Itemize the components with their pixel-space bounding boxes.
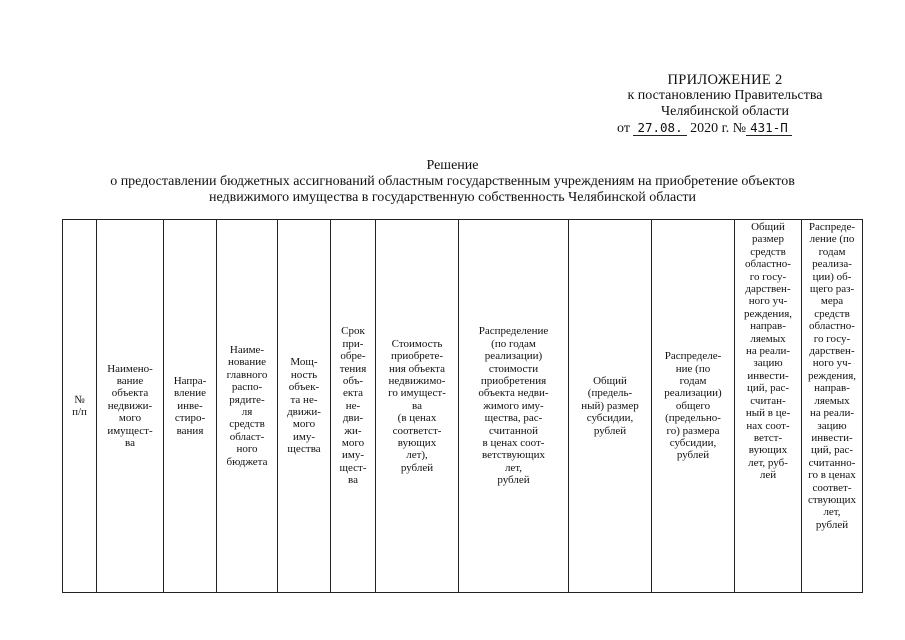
- title-line-3: недвижимого имущества в государственную собственность Челябинской области: [208, 190, 697, 205]
- handwritten-date: 27.08.: [633, 120, 686, 136]
- appendix-date-line: [600, 120, 850, 137]
- col-header-total-subsidy: Общий (предель- ный) размер субсидии, рублей: [569, 220, 652, 593]
- year-text: 2020 г. №: [690, 121, 747, 136]
- col-header-object-name: Наимено- вание объекта недвижи- мого имущест- ва: [97, 220, 164, 593]
- col-header-capacity: Мощ- ность объек- та не- движи- мого иму- щества: [278, 220, 331, 593]
- document-title: [0, 158, 905, 206]
- title-line-2: о предоставлении бюджетных ассигнований областным государственным учреждениям на приобретение объектов: [110, 174, 795, 189]
- table-header-row: [63, 220, 863, 593]
- col-header-acquisition-term: Срок при- обре- тения объ- екта не- дви- жи- мого иму- щест- ва: [331, 220, 376, 593]
- appendix-line-1: к постановлению Правительства: [627, 88, 823, 103]
- col-header-subsidy-distribution: Распределе- ние (по годам реализации) общего (предельно- го) размера субсидии, рублей: [652, 220, 735, 593]
- col-header-investment-direction: Напра- вление инве- стиро- вания: [164, 220, 217, 593]
- col-header-acquisition-cost: Стоимость приобрете- ния объекта недвижимо- го имущест- ва (в ценах соответст- вующих лет), рублей: [376, 220, 459, 593]
- handwritten-number: 431-П: [746, 120, 792, 136]
- title-line-1: Решение: [426, 158, 479, 173]
- col-header-institution-funds: Общий размер средств областно- го госу- дарствен- ного уч- реждения, направ- ляемых на реали- зацию инвести- ций, рас- считан- ный в це- нах соот- ветст- вующих лет, руб- лей: [735, 220, 802, 593]
- header-table: [62, 219, 863, 593]
- date-prefix: от: [617, 121, 630, 136]
- col-header-institution-funds-distribution: Распреде- ление (по годам реализа- ции) об- щего раз- мера средств областно- го госу- дарствен- ного уч- реждения, направ- ляемых на реали- зацию инвести- ций, рас- считанно- го в ценах соответ- ствующих лет, рублей: [802, 220, 863, 593]
- col-header-number: № п/п: [63, 220, 97, 593]
- appendix-block: [600, 72, 850, 137]
- appendix-line-2: Челябинской области: [661, 104, 789, 119]
- col-header-budget-manager: Наиме- нование главного распо- рядите- ля средств област- ного бюджета: [217, 220, 278, 593]
- col-header-cost-distribution: Распределение (по годам реализации) стоимости приобретения объекта недви- жимого иму- щества, рас- считанной в ценах соот- ветствующих лет, рублей: [459, 220, 569, 593]
- appendix-heading: ПРИЛОЖЕНИЕ 2: [667, 72, 783, 88]
